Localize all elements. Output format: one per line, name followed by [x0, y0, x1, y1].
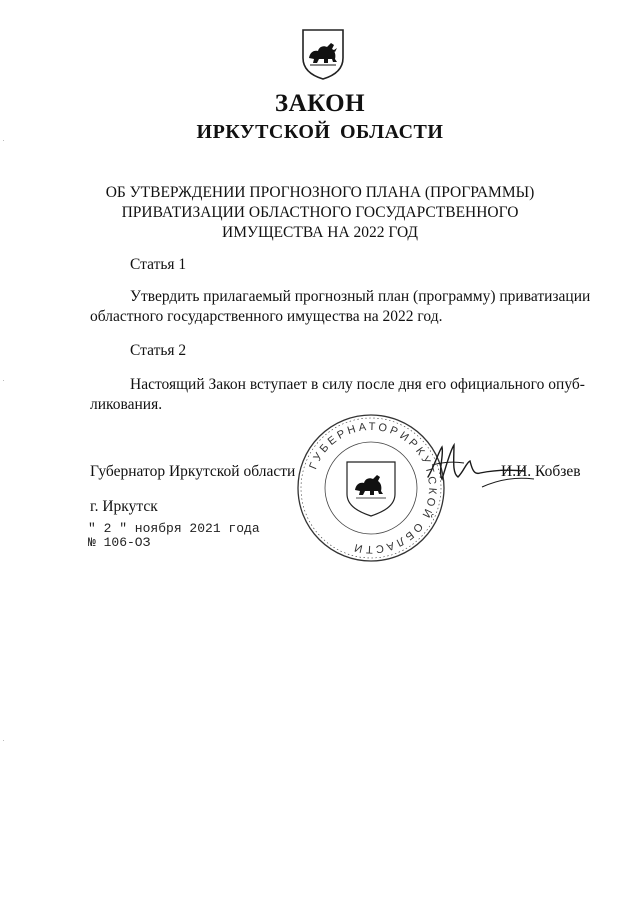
- scan-mark: [3, 140, 4, 141]
- article-2-text-line: ликования.: [90, 396, 163, 413]
- seal-left-text: ГУБЕРНАТОР: [307, 420, 403, 472]
- seal-right-text: ОБЛАСТИ: [350, 520, 425, 556]
- law-subject: [100, 183, 540, 243]
- seal-top-text: ИРКУТСКОЙ: [397, 429, 439, 522]
- subject-line: ИМУЩЕСТВА НА 2022 ГОД: [222, 224, 418, 241]
- coat-of-arms-icon: [301, 28, 345, 80]
- article-2-text-line: Настоящий Закон вступает в силу после дня его официального опуб-: [130, 376, 585, 393]
- region-title: ИРКУТСКОЙ ОБЛАСТИ: [196, 121, 444, 143]
- scan-mark: [3, 740, 4, 741]
- article-2-heading: Статья 2: [130, 342, 187, 359]
- svg-text:ГУБЕРНАТОР: [307, 421, 402, 471]
- law-number: № 106-ОЗ: [88, 535, 151, 550]
- svg-text:ОБЛАСТИ: [350, 520, 424, 555]
- place-of-signing: г. Иркутск: [90, 498, 158, 515]
- article-1-text-line: областного государственного имущества на 2022 год.: [90, 308, 443, 325]
- signatory-name: И.И. Кобзев: [501, 463, 581, 480]
- subject-line: ПРИВАТИЗАЦИИ ОБЛАСТНОГО ГОСУДАРСТВЕННОГО: [121, 204, 519, 221]
- scan-mark: [3, 380, 4, 381]
- subject-line: ОБ УТВЕРЖДЕНИИ ПРОГНОЗНОГО ПЛАНА (ПРОГРАММЫ): [105, 184, 535, 201]
- law-title: ЗАКОН: [274, 90, 366, 117]
- article-1-text-line: Утвердить прилагаемый прогнозный план (программу) приватизации: [130, 288, 591, 305]
- signatory-position: Губернатор Иркутской области: [90, 463, 296, 480]
- law-date: " 2 " ноября 2021 года: [88, 521, 260, 536]
- article-1-heading: Статья 1: [130, 256, 187, 273]
